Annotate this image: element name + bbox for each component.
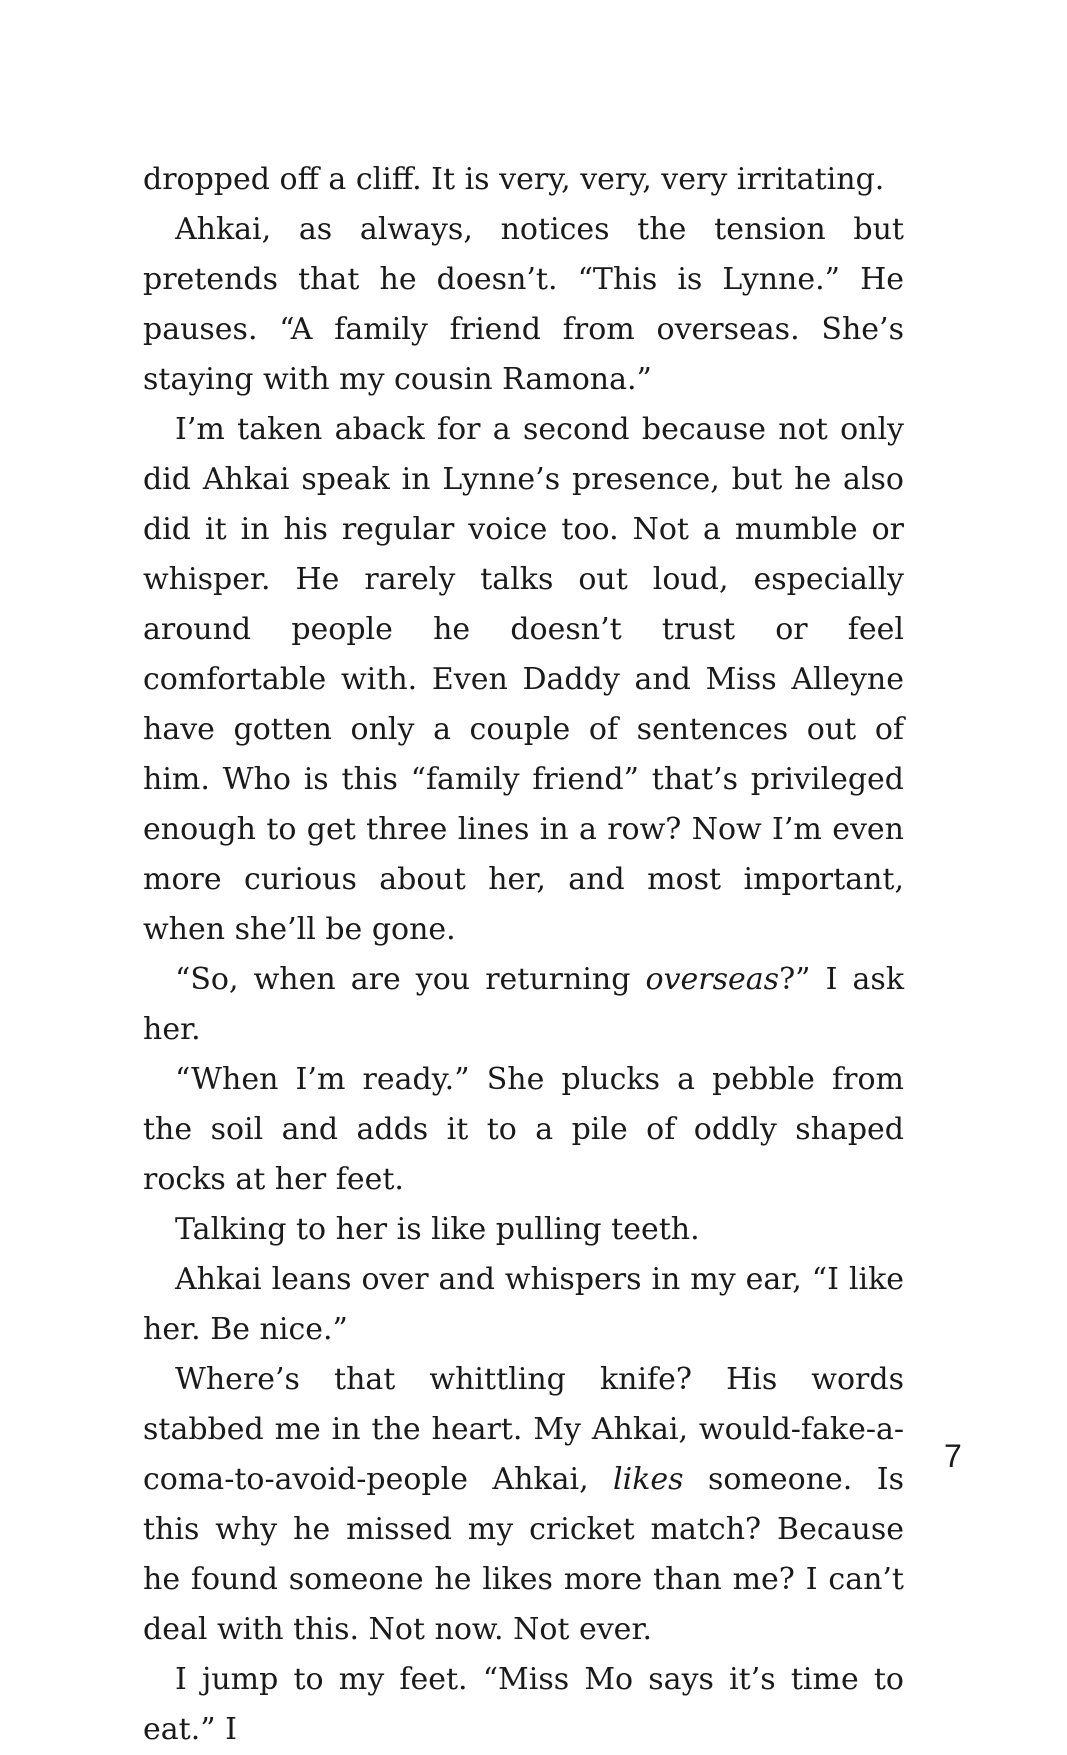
paragraph-4 [143,955,904,1055]
paragraph-8-text-start: Where’s that whittling knife? His words stabbed me in the heart. My Ahkai, would-fake-a-coma-to-avoid-people Ahkai, [143,1362,904,1497]
paragraph-6 [143,1205,904,1255]
paragraph-4-italic-word: overseas [645,962,780,997]
paragraph-4-text-start: “So, when are you returning [175,962,646,997]
paragraph-1-text: dropped off a cliff. It is very, very, very irritating. [143,162,885,197]
paragraph-2 [143,205,904,405]
paragraph-8-text-end: someone. Is this why he missed my cricket match? Because he found someone he likes more than me? I can’t deal with this. Not now. Not ever. [143,1462,904,1647]
paragraph-7-text: Ahkai leans over and whispers in my ear, “I like her. Be nice.” [143,1262,904,1347]
body-text [143,155,904,1755]
page-number: 7 [944,1438,962,1474]
paragraph-4-text-end: ?” I ask her. [143,962,904,1047]
paragraph-8-italic-word: likes [613,1462,684,1497]
paragraph-7 [143,1255,904,1355]
paragraph-6-text: Talking to her is like pulling teeth. [175,1212,700,1247]
paragraph-2-text: Ahkai, as always, notices the tension but pretends that he doesn’t. “This is Lynne.” He pauses. “A family friend from overseas. She’s staying with my cousin Ramona.” [143,212,904,397]
paragraph-3 [143,405,904,955]
paragraph-5-text: “When I’m ready.” She plucks a pebble from the soil and adds it to a pile of oddly shaped rocks at her feet. [143,1062,904,1197]
paragraph-3-text: I’m taken aback for a second because not only did Ahkai speak in Lynne’s presence, but he also did it in his regular voice too. Not a mumble or whisper. He rarely talks out loud, especially around people he doesn’t trust or feel comfortable with. Even Daddy and Miss Alleyne have gotten only a couple of sentences out of him. Who is this “family friend” that’s privileged enough to get three lines in a row? Now I’m even more curious about her, and most important, when she’ll be gone. [143,412,904,947]
paragraph-9-text: I jump to my feet. “Miss Mo says it’s time to eat.” I [143,1662,904,1747]
paragraph-1 [143,155,904,205]
paragraph-8 [143,1355,904,1655]
paragraph-9 [143,1655,904,1755]
paragraph-5 [143,1055,904,1205]
